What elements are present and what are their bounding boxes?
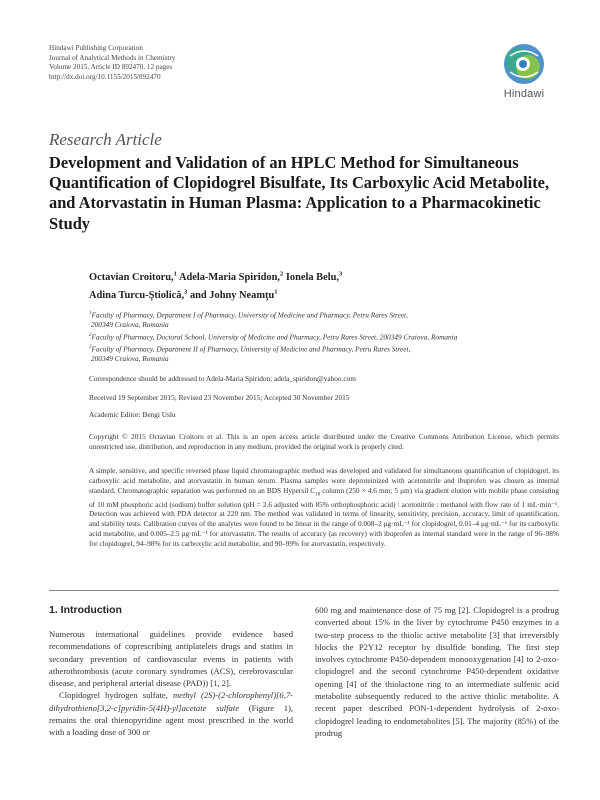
journal-name: Journal of Analytical Methods in Chemistry	[49, 53, 176, 62]
hindawi-logo-text: Hindawi	[503, 88, 545, 100]
author: Adina Turcu-Ştiolică,$^3$	[89, 288, 188, 302]
paragraph: 600 mg and maintenance dose of 75 mg [2]. Clopidogrel is a prodrug converted about 15% in the liver by cytochrome P450 enzymes in a two-step process to the thiolic active metabolite [3] that irreversibly blocks the P2Y12 receptor by disulfide bonding. The first step involves cytochrome P450-dependent monooxygenation [4] to 2-oxo-clopidogrel and the second cytochrome P450-dependent oxidative opening [4] of the thiolactone ring to an intermediate sulfenic acid metabolite subsequently reduced to the active thiolic metabolite. A recent paper described PON-1-dependent hydrolysis of 2-oxo-clopidogrel leading to endometabolites [5]. The majority (85%) of the prodrug	[315, 605, 559, 738]
paragraph: Numerous international guidelines provide evidence based recommendations of coprescribing antiplatelets drugs and statins in secondary prevention of cardiovascular events in patients with atherothrombosis (acute coronary syndromes (ACS), cerebrovascular disease, and peripheral arterial disease (PAD)) [1, 2].	[49, 629, 293, 689]
affiliations	[89, 309, 559, 364]
author-list	[89, 268, 559, 304]
dates-line: Received 19 September 2015; Revised 23 November 2015; Accepted 30 November 2015	[89, 393, 350, 402]
section-heading-introduction: 1. Introduction	[49, 604, 122, 616]
copyright-notice: Copyright © 2015 Octavian Croitoru et al. This is an open access article distributed under the Creative Commons Attribution License, which permits unrestricted use, distribution, and reproduction in any medium, provided the original work is properly cited.	[89, 432, 559, 451]
article-type: Research Article	[49, 130, 162, 149]
volume-line: Volume 2015, Article ID 892470, 12 pages	[49, 63, 173, 72]
article-title: Development and Validation of an HPLC Method for Simultaneous Quantification of Clopidogrel Bisulfate, Its Carboxylic Acid Metabolite, and Atorvastatin in Human Plasma: Application to a Pharmacokinetic Study	[49, 153, 550, 233]
author: Adela-Maria Spiridon,$^2$	[178, 271, 284, 284]
affiliation-3: $^3$Faculty of Pharmacy, Department II of Pharmacy, University of Medicine and Pharmacy, Petru Rares Street, 200349 Craiova, Romania	[89, 343, 411, 363]
body-column-left	[49, 628, 293, 739]
journal-info	[49, 44, 175, 82]
academic-editor-line: Academic Editor: Bengi Uslu	[89, 410, 176, 419]
author: Octavian Croitoru,$^1$	[89, 271, 177, 284]
doi-link[interactable]: http://dx.doi.org/10.1155/2015/892470	[49, 72, 161, 81]
abstract: A simple, sensitive, and specific reversed phase liquid chromatographic method was developed and validated for simultaneous quantification of clopidogrel, its carboxylic acid metabolite, and atorvastatin in human serum. Plasma samples were deproteinized with acetonitrile and ibuprofen was chosen as internal standard. Chromatographic separation was performed on an BDS Hypersil $C_{18}$ column (250 × 4.6 mm; 5 μm) via gradient elution with mobile phase consisting of 10 mM phosphoric acid (sodium) buffer solution (pH = 2.6 adjusted with 85% orthophosphoric acid) : acetonitrile : methanol with flow rate of 1 mL·min⁻¹. Detection was achieved with PDA detector at 220 nm. The method was validated in terms of linearity, sensitivity, precision, accuracy, limit of quantification, and stability tests. Calibration curves of the analytes were found to be linear in the range of 0.008–2 μg·mL⁻¹ for clopidogrel, 0.01–4 μg·mL⁻¹ for its carboxylic acid metabolite, and 0.005–2.5 μg·mL⁻¹ for atorvastatin. The results of accuracy (as recovery) with ibuprofen as internal standard were in the range of 96–98% for clopidogrel, 94–98% for its carboxylic acid metabolite, and 90–99% for atorvastatin, respectively.	[89, 466, 559, 548]
hindawi-logo	[495, 42, 553, 104]
correspondence-line: Correspondence should be addressed to Adela-Maria Spiridon; adela_spiridon@yahoo.com	[89, 374, 356, 383]
affiliation-1: $^1$Faculty of Pharmacy, Department I of Pharmacy, University of Medicine and Pharmacy, Petru Rares Street, 200349 Craiova, Romania	[89, 310, 408, 330]
body-column-right	[315, 604, 559, 739]
hindawi-logo-icon	[502, 42, 546, 86]
author: Ionela Belu,$^3$	[285, 271, 343, 284]
section-divider	[49, 590, 559, 591]
affiliation-2: $^2$Faculty of Pharmacy, Doctoral School, University of Medicine and Pharmacy, Petru Rares Street, 200349 Craiova, Romania	[89, 332, 458, 342]
publisher-name: Hindawi Publishing Corporation	[49, 44, 143, 52]
author: and Johny Neamţu$^1$	[189, 288, 278, 302]
paragraph: Clopidogrel hydrogen sulfate, methyl (2S)-(2-chlorophenyl)[6,7-dihydrothieno[3,2-c]pyridin-5(4H)-yl]acetate sulfate (Figure 1), remains the oral thienopyridine agent most prescribed in the world with a loading dose of 300 or	[49, 690, 293, 738]
